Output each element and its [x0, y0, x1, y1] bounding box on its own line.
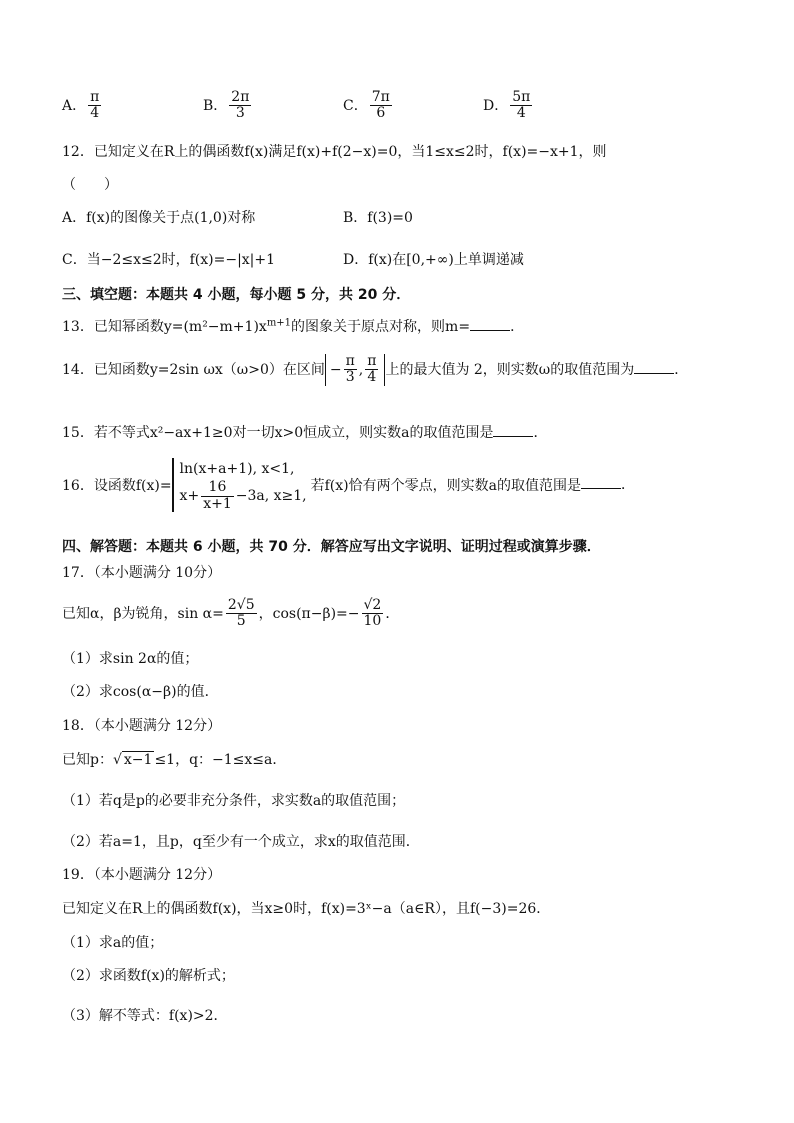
q16-text: 16．设函数f(x)=: [62, 478, 172, 495]
q18-title: 18．（本小题满分 12分）: [62, 718, 222, 734]
denominator: 4: [367, 369, 377, 386]
q19-title: 19．（本小题满分 12分）: [62, 867, 222, 883]
interval-bracket: − $\frac{\pi}{3}$ , $\frac{\pi}{4}$: [325, 354, 386, 386]
q11-option-b: [203, 90, 253, 122]
fraction: [88, 90, 101, 122]
denominator: 4: [516, 105, 526, 122]
section-4-heading: 四、解答题：本题共 6 小题，共 70 分．解答应写出文字说明、证明过程或演算步骤．: [62, 539, 601, 555]
q19-part-2: （2）求函数f(x)的解析式；: [62, 968, 235, 984]
q16-text-post: 若f(x)恰有两个零点，则实数a的取值范围是: [310, 478, 581, 495]
fraction: [370, 90, 392, 122]
q12-option-a: A．f(x)的图像关于点(1,0)对称: [62, 210, 256, 226]
section-3-heading: 三、填空题：本题共 4 小题，每小题 5 分，共 20 分．: [62, 287, 411, 303]
q18-part-2: （2）若a=1，且p，q至少有一个成立，求x的取值范围．: [62, 834, 420, 850]
q17-title: 17．（本小题满分 10分）: [62, 565, 222, 581]
fraction: [365, 354, 378, 386]
denominator: 3: [345, 369, 355, 386]
numerator: 2π: [231, 89, 250, 105]
q11-option-d: [483, 90, 534, 122]
q12-option-d: D．f(x)在[0,+∞)上单调递减: [343, 252, 524, 268]
fraction: [344, 354, 357, 386]
fraction: [362, 598, 384, 630]
fraction: [201, 480, 234, 512]
numerator: π: [345, 353, 355, 369]
option-label: B．: [203, 97, 228, 114]
numerator: π: [367, 353, 377, 369]
numerator: π: [90, 89, 100, 105]
q11-option-a: [62, 90, 103, 122]
fraction: [229, 90, 251, 122]
q17-part-2: （2）求cos(α−β)的值．: [62, 684, 219, 700]
denominator: 6: [376, 105, 386, 122]
q12-stem: 12．已知定义在R上的偶函数f(x)满足f(x)+f(2−x)=0，当1≤x≤2时，f(x)=−x+1，则: [62, 144, 607, 160]
denominator: 10: [363, 613, 382, 630]
option-label: C．: [343, 97, 368, 114]
numerator: 5π: [512, 89, 531, 105]
denominator: x+1: [203, 495, 232, 512]
q15-text: 15．若不等式x²−ax+1≥0对一切x>0恒成立，则实数a的取值范围是: [62, 425, 494, 441]
q15-end: ．: [533, 425, 548, 441]
q19-stem: 已知定义在R上的偶函数f(x)，当x≥0时，f(x)=3ˣ−a（a∈R），且f(−3)=26．: [62, 901, 551, 917]
q17-part-1: （1）求sin 2α的值；: [62, 651, 199, 667]
answer-blank[interactable]: [493, 422, 533, 437]
q12-answer-paren: （ ）: [62, 177, 118, 193]
denominator: 5: [236, 613, 246, 630]
option-label: A．: [62, 97, 87, 114]
piecewise-case-2: [180, 480, 307, 512]
q16: [62, 458, 635, 512]
q18-text: 已知p：: [62, 752, 113, 768]
numerator: 16: [201, 480, 234, 496]
q12-option-b: B．f(3)=0: [343, 210, 413, 226]
piecewise-brace: [172, 458, 307, 512]
q19-part-3: （3）解不等式：f(x)>2．: [62, 1008, 228, 1024]
fraction: [226, 598, 257, 630]
denominator: 3: [235, 105, 245, 122]
q18-text-post: ≤1，q：−1≤x≤a．: [154, 752, 287, 768]
case2-post: −3a, x≥1,: [235, 488, 307, 505]
answer-blank[interactable]: [470, 316, 510, 331]
q13-exponent: m+1: [266, 317, 292, 329]
q17-end: ．: [385, 605, 400, 622]
q18-stem: 已知p：√ x−1 ≤1，q：−1≤x≤a．: [62, 752, 287, 768]
q17-stem: [62, 598, 399, 630]
q13-text-post: 的图象关于原点对称，则m=: [291, 319, 471, 335]
q18-part-1: （1）若q是p的必要非充分条件，求实数a的取值范围；: [62, 793, 406, 809]
q14-text-post: 上的最大值为 2，则实数ω的取值范围为: [385, 361, 635, 378]
q14-end: ．: [674, 361, 689, 378]
answer-blank[interactable]: [634, 359, 674, 374]
numerator: 7π: [371, 89, 390, 105]
fraction: [510, 90, 532, 122]
q13-text: 13．已知幂函数y=(m²−m+1)x: [62, 319, 267, 335]
q17-text-mid: ，cos(π−β)=−: [258, 605, 360, 622]
q16-end: ．: [620, 477, 635, 494]
numerator: √2: [363, 597, 382, 613]
sqrt-content: x−1: [123, 752, 153, 768]
q19-part-1: （1）求a的值；: [62, 935, 164, 951]
answer-blank[interactable]: [581, 474, 621, 489]
q13-end: ．: [510, 319, 525, 335]
q14: [62, 354, 688, 386]
numerator: 2√5: [227, 597, 255, 613]
q13: [62, 316, 524, 336]
q15: [62, 422, 547, 442]
q11-option-c: [343, 90, 394, 122]
denominator: 4: [90, 105, 100, 122]
q12-option-c: C．当−2≤x≤2时，f(x)=−|x|+1: [62, 252, 276, 268]
option-label: D．: [483, 97, 509, 114]
q17-text: 已知α，β为锐角，sin α=: [62, 605, 224, 622]
case2-pre: x+: [179, 488, 200, 505]
piecewise-case-1: ln(x+a+1), x<1,: [179, 461, 295, 477]
q14-text: 14．已知函数y=2sin ωx（ω>0）在区间: [62, 361, 325, 378]
